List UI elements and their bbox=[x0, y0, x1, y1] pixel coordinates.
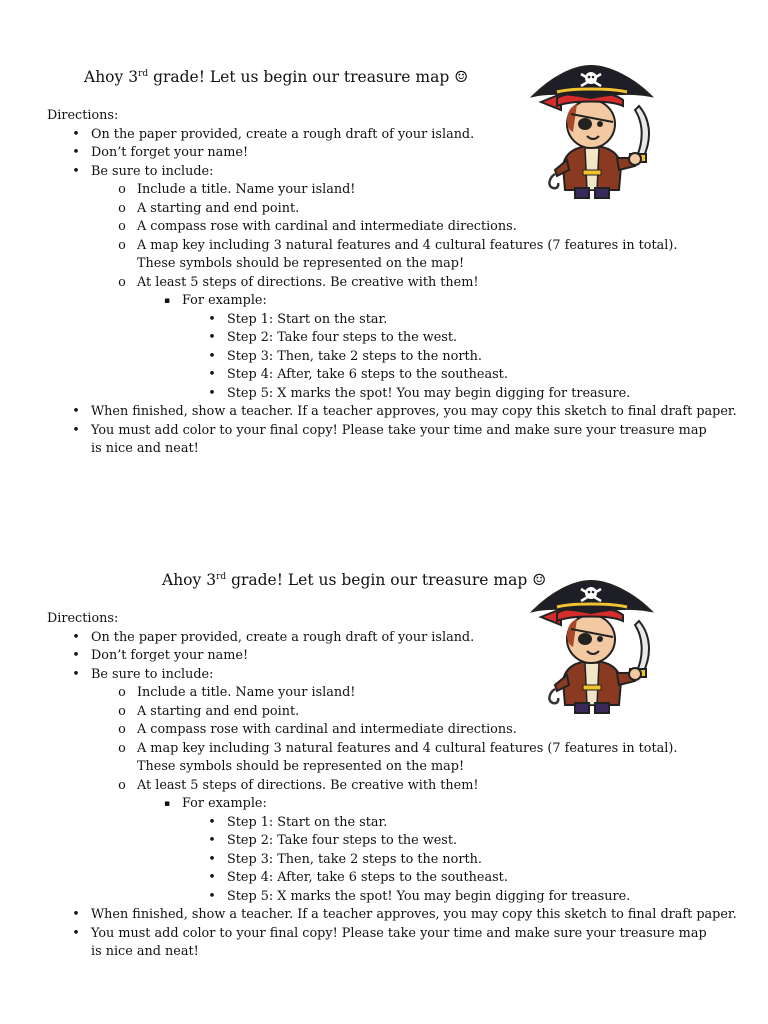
bullet: o bbox=[118, 200, 126, 216]
step-item: • Step 4: After, take 6 steps to the southeast. bbox=[47, 869, 737, 888]
example-item: ▪ For example: bbox=[47, 292, 737, 311]
step-item: • Step 5: X marks the spot! You may begin digging for treasure. bbox=[47, 385, 737, 404]
bullet: • bbox=[72, 163, 80, 179]
step-item: • Step 3: Then, take 2 steps to the north. bbox=[47, 851, 737, 870]
sub-list-item: o A starting and end point. bbox=[47, 200, 737, 219]
bullet: • bbox=[72, 629, 80, 645]
bullet: • bbox=[72, 907, 80, 922]
sub-list-item: o At least 5 steps of directions. Be creative with them! bbox=[47, 777, 737, 796]
sub-list-item: o A compass rose with cardinal and intermediate directions. bbox=[47, 721, 737, 740]
bullet: • bbox=[208, 851, 216, 867]
step-item: • Step 2: Take four steps to the west. bbox=[47, 329, 737, 348]
bullet: ▪ bbox=[163, 799, 171, 809]
bullet: o bbox=[118, 219, 126, 234]
list-item: • Be sure to include: bbox=[47, 163, 737, 182]
step-item: • Step 1: Start on the star. bbox=[47, 311, 737, 330]
directions-label: Directions: bbox=[47, 611, 119, 626]
list-item: • On the paper provided, create a rough draft of your island. bbox=[47, 629, 737, 648]
bullet: ▪ bbox=[163, 296, 171, 306]
bullet: o bbox=[118, 274, 126, 290]
list-item: • You must add color to your final copy! Please take your time and make sure your treasure map is nice and neat! bbox=[47, 422, 721, 459]
directions-list bbox=[47, 610, 737, 962]
bullet: • bbox=[208, 311, 216, 327]
sub-list-item: o A map key including 3 natural features and 4 cultural features (7 features in total). These symbols should be represented on the map! bbox=[47, 237, 717, 274]
bullet: • bbox=[72, 145, 80, 160]
worksheet-top bbox=[0, 62, 768, 482]
bullet: • bbox=[72, 422, 80, 438]
bullet: • bbox=[72, 126, 80, 142]
step-item: • Step 5: X marks the spot! You may begin digging for treasure. bbox=[47, 888, 737, 907]
list-item: • When finished, show a teacher. If a teacher approves, you may copy this sketch to final draft paper. bbox=[47, 403, 737, 422]
worksheet-bottom bbox=[0, 565, 768, 985]
worksheet-title: Ahoy 3rd grade! Let us begin our treasure map ☺ bbox=[162, 571, 547, 589]
bullet: • bbox=[208, 888, 216, 904]
list-item: • Don’t forget your name! bbox=[47, 647, 737, 666]
list-item: • You must add color to your final copy! Please take your time and make sure your treasure map is nice and neat! bbox=[47, 925, 721, 962]
bullet: • bbox=[72, 925, 80, 941]
bullet: o bbox=[118, 740, 126, 756]
bullet: o bbox=[118, 703, 126, 719]
example-item: ▪ For example: bbox=[47, 795, 737, 814]
bullet: o bbox=[118, 722, 126, 737]
bullet: o bbox=[118, 237, 126, 253]
bullet: • bbox=[208, 348, 216, 364]
list-item: • Don’t forget your name! bbox=[47, 144, 737, 163]
bullet: • bbox=[208, 870, 216, 885]
sub-list-item: o Include a title. Name your island! bbox=[47, 181, 737, 200]
bullet: • bbox=[208, 833, 216, 848]
list-item: • When finished, show a teacher. If a teacher approves, you may copy this sketch to final draft paper. bbox=[47, 906, 737, 925]
directions-label: Directions: bbox=[47, 108, 119, 123]
sub-list-item: o At least 5 steps of directions. Be creative with them! bbox=[47, 274, 737, 293]
step-item: • Step 2: Take four steps to the west. bbox=[47, 832, 737, 851]
bullet: • bbox=[72, 666, 80, 682]
list-item: • Be sure to include: bbox=[47, 666, 737, 685]
sub-list-item: o A map key including 3 natural features and 4 cultural features (7 features in total). These symbols should be represented on the map! bbox=[47, 740, 717, 777]
bullet: • bbox=[72, 648, 80, 663]
sub-list-item: o Include a title. Name your island! bbox=[47, 684, 737, 703]
bullet: o bbox=[118, 685, 126, 700]
sub-list-item: o A starting and end point. bbox=[47, 703, 737, 722]
list-item: • On the paper provided, create a rough draft of your island. bbox=[47, 126, 737, 145]
bullet: • bbox=[208, 814, 216, 830]
bullet: o bbox=[118, 182, 126, 197]
step-item: • Step 3: Then, take 2 steps to the north. bbox=[47, 348, 737, 367]
step-item: • Step 4: After, take 6 steps to the southeast. bbox=[47, 366, 737, 385]
bullet: • bbox=[208, 367, 216, 382]
sub-list-item: o A compass rose with cardinal and intermediate directions. bbox=[47, 218, 737, 237]
bullet: • bbox=[72, 404, 80, 419]
bullet: • bbox=[208, 330, 216, 345]
bullet: • bbox=[208, 385, 216, 401]
step-item: • Step 1: Start on the star. bbox=[47, 814, 737, 833]
bullet: o bbox=[118, 777, 126, 793]
worksheet-title: Ahoy 3rd grade! Let us begin our treasure map ☺ bbox=[84, 68, 469, 86]
directions-list bbox=[47, 107, 737, 459]
